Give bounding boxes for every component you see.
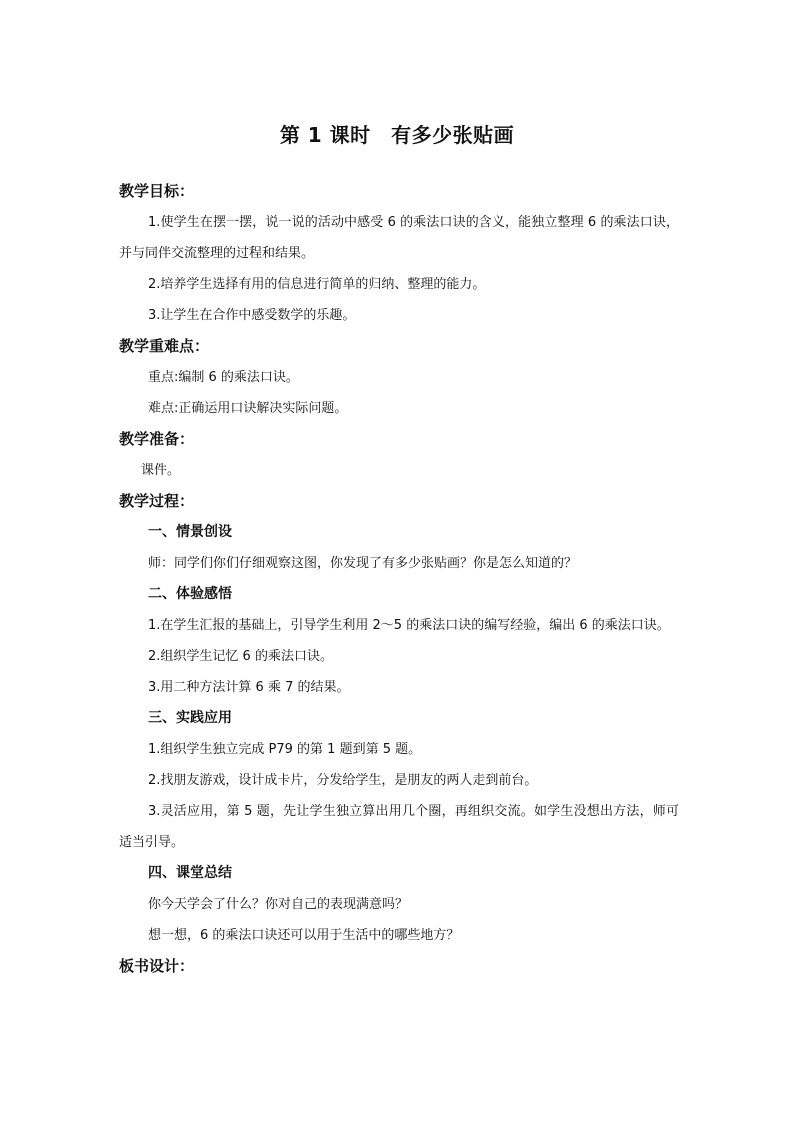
objective-item: 2.培养学生选择有用的信息进行简单的归纳、整理的能力。 [148,277,486,292]
preparation-text: 课件。 [141,463,181,478]
process-section-title: 三、实践应用 [148,710,232,726]
key-point-item: 难点:正确运用口诀解决实际问题。 [148,401,348,416]
process-item: 师：同学们你们仔细观察这图，你发现了有多少张贴画？你是怎么知道的？ [148,556,578,571]
board-heading: 板书设计： [119,957,195,975]
objective-item: 3.让学生在合作中感受数学的乐趣。 [148,308,356,323]
process-item: 1.组织学生独立完成 P79 的第 1 题到第 5 题。 [148,742,422,757]
objective-item: 1.使学生在摆一摆，说一说的活动中感受 6 的乘法口诀的含义，能独立整理 6 的乘法口诀，并与同伴交流整理的过程和结果。 [119,215,679,261]
objectives-heading: 教学目标： [119,182,195,200]
process-section-title: 二、体验感悟 [148,586,232,602]
process-section-title: 一、情景创设 [148,524,232,540]
process-item: 3.灵活应用，第 5 题，先让学生独立算出用几个圈，再组织交流。如学生没想出方法，师可适当引导。 [119,804,679,850]
process-item: 想一想，6 的乘法口诀还可以用于生活中的哪些地方？ [148,928,460,943]
page-title: 第 1 课时 有多少张贴画 [279,123,515,147]
preparation-heading: 教学准备： [119,430,195,448]
process-item: 2.组织学生记忆 6 的乘法口诀。 [148,649,333,664]
process-item: 你今天学会了什么？你对自己的表现满意吗？ [148,897,409,912]
document-body [119,176,679,982]
process-section-title: 四、课堂总结 [148,865,232,881]
process-item: 3.用二种方法计算 6 乘 7 的结果。 [148,680,350,695]
key-points-heading: 教学重难点： [119,337,210,355]
process-item: 1.在学生汇报的基础上，引导学生利用 2～5 的乘法口诀的编写经验，编出 6 的乘法口诀。 [148,618,670,633]
process-item: 2.找朋友游戏，设计成卡片，分发给学生，是朋友的两人走到前台。 [148,773,538,788]
process-heading: 教学过程： [119,492,195,510]
key-point-item: 重点:编制 6 的乘法口诀。 [148,370,299,385]
